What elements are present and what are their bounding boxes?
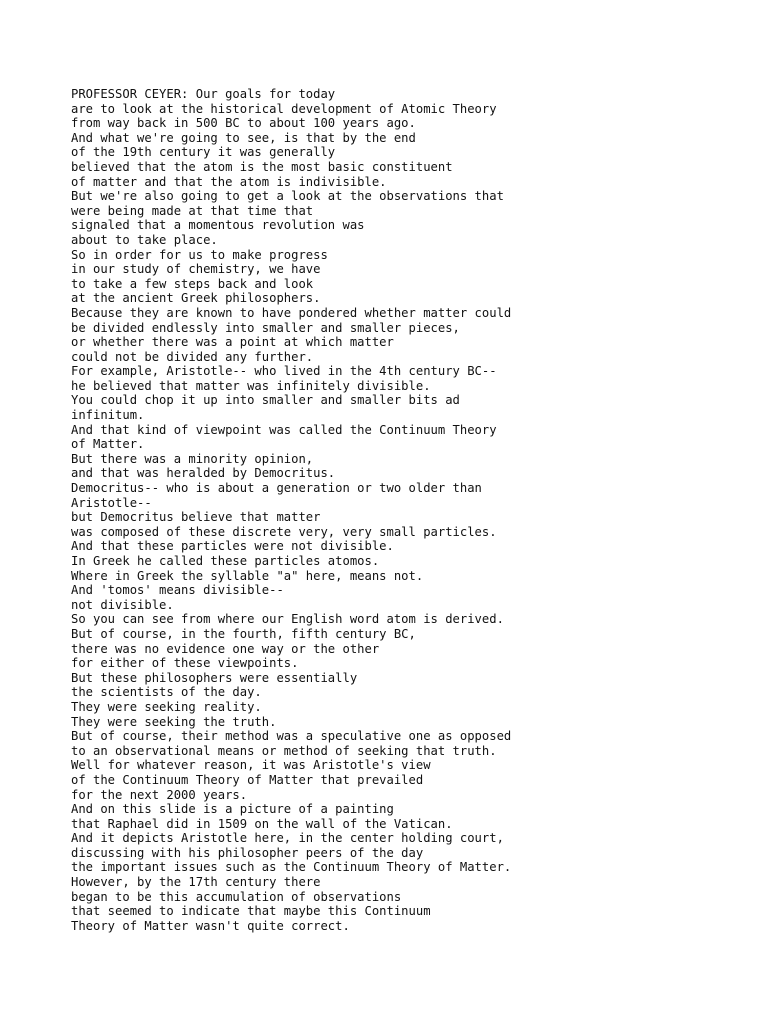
transcript-line: for either of these viewpoints. [71,656,299,671]
transcript-line: But of course, their method was a speculative one as opposed [71,729,512,744]
transcript-line: began to be this accumulation of observations [71,889,402,904]
transcript-line: in our study of chemistry, we have [71,262,321,277]
transcript-line: Democritus-- who is about a generation or two older than [71,481,482,496]
transcript-line: discussing with his philosopher peers of the day [71,845,424,860]
transcript-line: And 'tomos' means divisible-- [71,583,284,598]
transcript-line: he believed that matter was infinitely divisible. [71,378,431,393]
transcript-line: They were seeking reality. [71,699,262,714]
transcript-line: of the Continuum Theory of Matter that prevailed [71,772,424,787]
transcript-line: there was no evidence one way or the other [71,641,380,656]
transcript-line: of the 19th century it was generally [71,145,336,160]
transcript-line: was composed of these discrete very, very small particles. [71,524,497,539]
transcript-line: Aristotle-- [71,495,152,510]
transcript-line: could not be divided any further. [71,349,314,364]
transcript-line: For example, Aristotle-- who lived in the 4th century BC-- [71,364,497,379]
transcript-line: Where in Greek the syllable "a" here, means not. [71,568,424,583]
transcript-line: So you can see from where our English word atom is derived. [71,612,504,627]
transcript-line: In Greek he called these particles atomos. [71,554,380,568]
transcript-line: But there was a minority opinion, [71,451,314,466]
transcript-line: for the next 2000 years. [71,787,248,802]
transcript-line: Because they are known to have pondered whether matter could [71,305,512,320]
transcript-line: However, by the 17th century there [71,875,321,890]
transcript-line: not divisible. [71,597,174,612]
transcript-line: of Matter. [71,437,145,452]
transcript-line: infinitum. [71,408,145,423]
transcript-line: were being made at that time that [71,203,314,218]
transcript-line: about to take place. [71,232,218,247]
transcript-line: And that these particles were not divisible. [71,539,394,554]
transcript-line: PROFESSOR CEYER: Our goals for today [71,87,336,101]
transcript-line: of matter and that the atom is indivisible. [71,174,387,189]
transcript-line: But of course, in the fourth, fifth century BC, [71,626,416,641]
transcript-line: are to look at the historical development of Atomic Theory [71,101,497,116]
transcript-line: You could chop it up into smaller and smaller bits ad [71,393,460,408]
transcript-line: signaled that a momentous revolution was [71,218,365,233]
transcript-line: So in order for us to make progress [71,247,328,262]
transcript-line: to take a few steps back and look [71,276,314,291]
transcript-line: And that kind of viewpoint was called the Continuum Theory [71,422,497,437]
transcript-text [71,87,751,933]
transcript-line: that seemed to indicate that maybe this Continuum [71,904,431,919]
transcript-line: believed that the atom is the most basic constituent [71,159,453,174]
transcript-line: from way back in 500 BC to about 100 years ago. [71,116,416,131]
transcript-line: And it depicts Aristotle here, in the center holding court, [71,831,504,846]
transcript-line: They were seeking the truth. [71,714,277,729]
transcript-line: And what we're going to see, is that by the end [71,130,416,145]
transcript-line: to an observational means or method of seeking that truth. [71,743,497,758]
transcript-line: the important issues such as the Continuum Theory of Matter. [71,860,512,875]
transcript-line: the scientists of the day. [71,685,262,700]
transcript-line: and that was heralded by Democritus. [71,466,336,481]
transcript-line: or whether there was a point at which matter [71,335,394,350]
transcript-line: at the ancient Greek philosophers. [71,291,321,306]
transcript-line: but Democritus believe that matter [71,510,321,525]
transcript-line: But we're also going to get a look at the observations that [71,189,504,204]
transcript-line: Well for whatever reason, it was Aristotle's view [71,758,431,773]
transcript-line: that Raphael did in 1509 on the wall of the Vatican. [71,816,453,831]
transcript-line: But these philosophers were essentially [71,670,358,685]
transcript-line: And on this slide is a picture of a painting [71,802,394,817]
transcript-line: be divided endlessly into smaller and smaller pieces, [71,320,460,335]
transcript-line: Theory of Matter wasn't quite correct. [71,918,350,933]
